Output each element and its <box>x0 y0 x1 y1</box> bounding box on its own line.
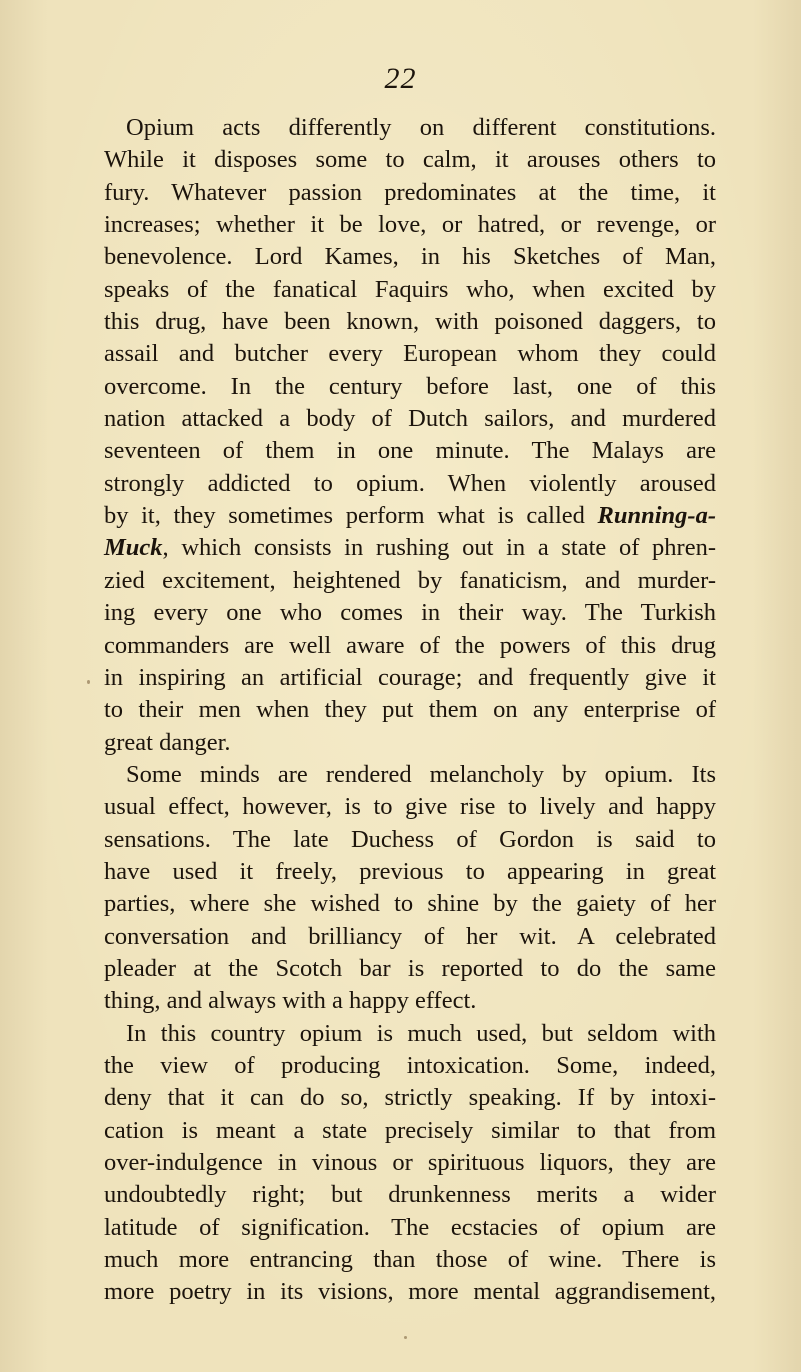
italic-term: Muck <box>104 534 163 562</box>
text-line: Some minds are rendered melancholy by opium. Its <box>126 760 716 788</box>
page-number: 22 <box>384 62 417 95</box>
text-line: more poetry in its visions, more mental aggrandisement, <box>104 1278 716 1306</box>
text-line: over-indulgence in vinous or spirituous liquors, they are <box>104 1149 716 1176</box>
text-line: undoubtedly right; but drunkenness merits a wider <box>104 1181 716 1209</box>
text-line: While it disposes some to calm, it arouses others to <box>104 146 716 174</box>
text-line: fury. Whatever passion predominates at the time, it <box>104 178 716 206</box>
text-line: conversation and brilliancy of her wit. A celebrated <box>104 922 716 950</box>
paper-speck <box>87 680 90 684</box>
text-line: the view of producing intoxication. Some, indeed, <box>104 1051 716 1079</box>
text-line: latitude of signification. The ecstacies of opium are <box>104 1213 716 1241</box>
text-line: Opium acts differently on different constitutions. <box>126 114 716 141</box>
text-line: deny that it can do so, strictly speaking. If by intoxi- <box>104 1084 716 1112</box>
text-line: usual effect, however, is to give rise to lively and happy <box>104 793 716 821</box>
text-line: overcome. In the century before last, one of this <box>104 372 716 400</box>
text-line: sensations. The late Duchess of Gordon is said to <box>104 825 716 853</box>
text-line: this drug, have been known, with poisoned daggers, to <box>104 308 716 336</box>
italic-term: Running-a- <box>597 502 716 530</box>
text-line: strongly addicted to opium. When violently aroused <box>104 469 716 497</box>
text-line: speaks of the fanatical Faquirs who, when excited by <box>104 275 716 303</box>
text-line: to their men when they put them on any enterprise of <box>104 696 716 724</box>
text-line: pleader at the Scotch bar is reported to do the same <box>104 954 716 982</box>
text-line: seventeen of them in one minute. The Malays are <box>104 437 716 465</box>
text-line: Muck, which consists in rushing out in a state of phren- <box>104 534 716 562</box>
text-line: parties, where she wished to shine by the gaiety of her <box>104 890 716 918</box>
text-line: great danger. <box>104 728 231 756</box>
text-line: In this country opium is much used, but seldom with <box>126 1019 716 1047</box>
text-line: much more entrancing than those of wine. There is <box>104 1246 716 1274</box>
text-line: cation is meant a state precisely similar to that from <box>104 1116 716 1144</box>
body-text <box>104 112 716 1309</box>
text-line: nation attacked a body of Dutch sailors, and murdered <box>104 405 716 433</box>
text-line: have used it freely, previous to appearing in great <box>104 857 716 885</box>
text-line: by it, they sometimes perform what is called Running-a- <box>104 502 716 530</box>
paper-speck <box>404 1336 407 1339</box>
text-line: commanders are well aware of the powers of this drug <box>104 631 716 659</box>
text-line: assail and butcher every European whom they could <box>104 340 716 368</box>
text-line: zied excitement, heightened by fanaticism, and murder- <box>104 566 716 594</box>
text-line: in inspiring an artificial courage; and frequently give it <box>104 663 716 691</box>
text-line: increases; whether it be love, or hatred, or revenge, or <box>104 211 716 239</box>
text-line: benevolence. Lord Kames, in his Sketches of Man, <box>104 243 716 271</box>
text-line: ing every one who comes in their way. The Turkish <box>104 599 716 627</box>
text-line: thing, and always with a happy effect. <box>104 987 477 1015</box>
